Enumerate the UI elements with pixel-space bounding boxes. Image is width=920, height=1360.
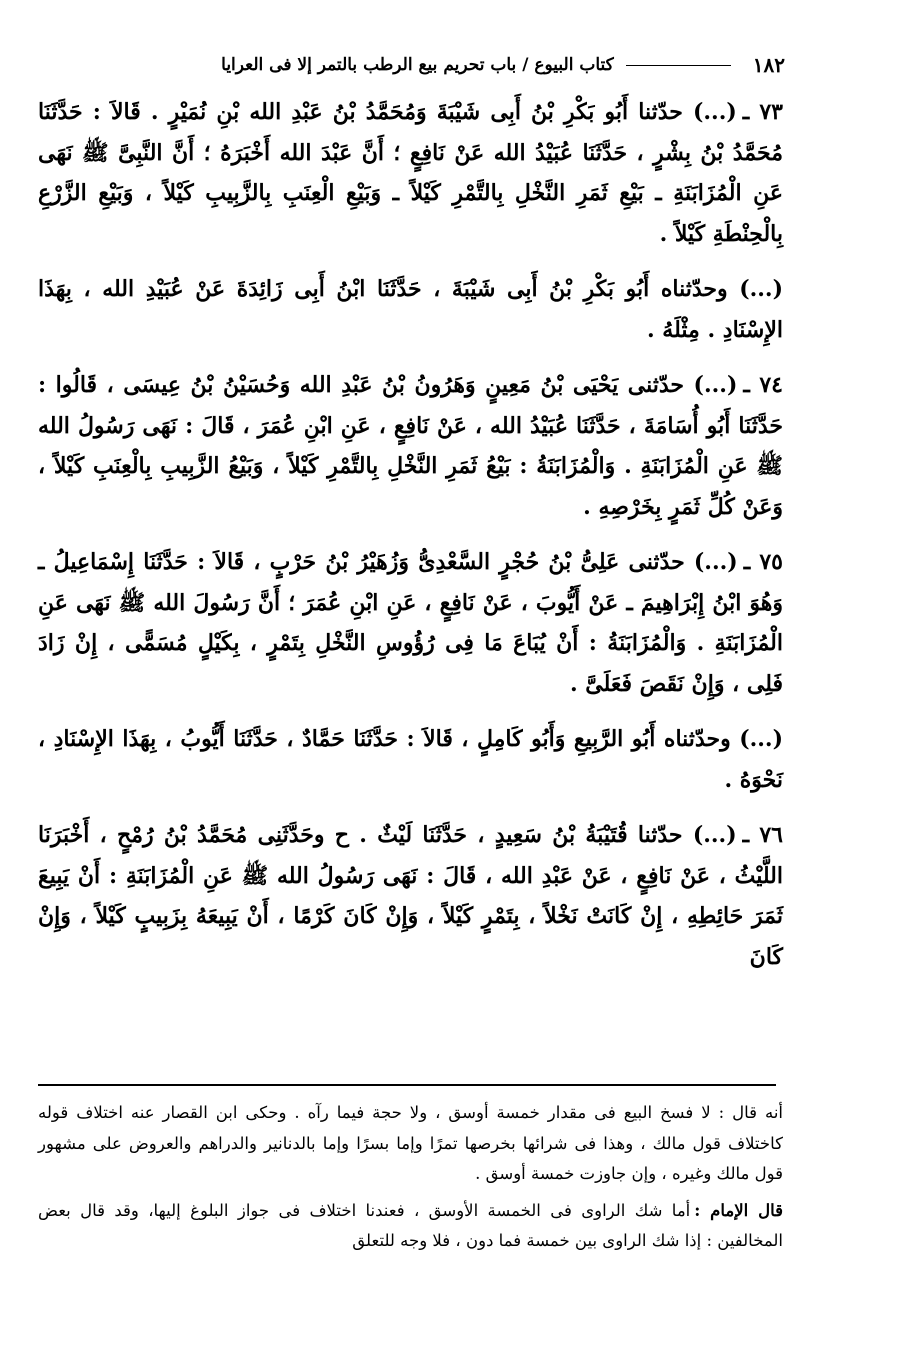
hadith-body: (...) وحدّثناه أَبُو بَكْرِ بْنُ أَبِى شَيْبَةَ ، حَدَّثَنَا ابْنُ أَبِى زَائِدَةَ عَنْ عُبَيْدِ الله ، بِهَذَا الإِسْنَادِ . مِثْلَهُ . xyxy=(38,276,783,343)
hadith-text xyxy=(38,92,783,992)
footnote-body: أنه قال : لا فسخ البيع فى مقدار خمسة أوسق ، ولا حجة فيما رآه . وحكى ابن القصار عنه اختلاف قوله كاختلاف قول مالك ، وهذا فى شرائها بخرصها تمرًا وإما بسرًا وإما بالدنانير والدراهم والعروض على مشهور قول مالك وغيره ، وإن جاوزت خمسة أوسق . xyxy=(38,1103,783,1183)
footnote-separator xyxy=(38,1084,776,1086)
footnote-lead: قال الإمام : xyxy=(694,1200,783,1220)
hadith-paragraph xyxy=(38,92,783,254)
hadith-number: ٧٥ ـ xyxy=(743,549,783,575)
footnote-paragraph xyxy=(38,1098,783,1190)
hadith-body: (...) حدّثنى يَحْيَى بْنُ مَعِينٍ وَهَرُونُ بْنُ عَبْدِ الله وَحُسَيْنُ بْنُ عِيسَى ، قَالُوا : حَدَّثَنَا أَبُو أُسَامَةَ ، حَدَّثَنَا عُبَيْدُ الله ، عَنْ نَافِعٍ ، عَنِ ابْنِ عُمَرَ ، قَالَ : نَهَى رَسُولُ الله ﷺ عَنِ الْمُزَابَنَةِ . وَالْمُزَابَنَةُ : بَيْعُ ثَمَرِ النَّخْلِ بِالتَّمْرِ كَيْلاً ، وَبَيْعُ الزَّبِيبِ بِالْعِنَبِ كَيْلاً ، وَعَنْ كُلِّ ثَمَرٍ بِخَرْصِهِ . xyxy=(38,372,783,520)
header-rule xyxy=(626,65,731,66)
hadith-body: (...) وحدّثناه أَبُو الرَّبِيعِ وَأَبُو كَامِلٍ ، قَالاَ : حَدَّثَنَا حَمَّادٌ ، حَدَّثَنَا أَيُّوبُ ، بِهَذَا الإِسْنَادِ ، نَحْوَهُ . xyxy=(38,726,783,793)
hadith-paragraph xyxy=(38,365,783,527)
hadith-number: ٧٣ ـ xyxy=(742,99,783,125)
hadith-body: (...) حدّثنا أَبُو بَكْرِ بْنُ أَبِى شَيْبَةَ وَمُحَمَّدُ بْنُ عَبْدِ الله بْنِ نُمَيْرٍ . قَالاَ : حَدَّثَنَا مُحَمَّدُ بْنُ بِشْرٍ ، حَدَّثَنَا عُبَيْدُ الله عَنْ نَافِعٍ ؛ أَنَّ عَبْدَ الله أَخْبَرَهُ ؛ أَنَّ النَّبِىَّ ﷺ نَهَى عَنِ الْمُزَابَنَةِ ـ بَيْعِ ثَمَرِ النَّخْلِ بِالتَّمْرِ كَيْلاً ـ وَبَيْعِ الْعِنَبِ بِالزَّبِيبِ كَيْلاً ، وَبَيْعِ الزَّرْعِ بِالْحِنْطَةِ كَيْلاً . xyxy=(38,99,783,247)
hadith-number: ٧٦ ـ xyxy=(742,822,783,848)
hadith-paragraph xyxy=(38,815,783,977)
hadith-paragraph xyxy=(38,542,783,704)
footnote-paragraph xyxy=(38,1196,783,1257)
footnotes xyxy=(38,1098,783,1263)
hadith-paragraph xyxy=(38,269,783,350)
running-header xyxy=(40,50,785,80)
page-number: ١٨٢ xyxy=(752,53,785,77)
hadith-number: ٧٤ ـ xyxy=(743,372,783,398)
hadith-body: (...) حدّثنا قُتَيْبَةُ بْنُ سَعِيدٍ ، حَدَّثَنَا لَيْثٌ . ح وحَدَّثَنِى مُحَمَّدُ بْنُ رُمْحٍ ، أَخْبَرَنَا اللَّيْثُ ، عَنْ نَافِعٍ ، عَنْ عَبْدِ الله ، قَالَ : نَهَى رَسُولُ الله ﷺ عَنِ الْمُزَابَنَةِ : أَنْ يَبِيعَ ثَمَرَ حَائِطِهِ ، إِنْ كَانَتْ نَخْلاً ، بِتَمْرٍ كَيْلاً ، وَإِنْ كَانَ كَرْمًا ، أَنْ يَبِيعَهُ بِزَبِيبٍ كَيْلاً ، وَإِنْ كَانَ xyxy=(38,822,783,970)
hadith-body: (...) حدّثنى عَلِىُّ بْنُ حُجْرٍ السَّعْدِىُّ وَزُهَيْرُ بْنُ حَرْبٍ ، قَالاَ : حَدَّثَنَا إِسْمَاعِيلُ ـ وَهُوَ ابْنُ إِبْرَاهِيمَ ـ عَنْ أَيُّوبَ ، عَنْ نَافِعٍ ، عَنِ ابْنِ عُمَرَ ؛ أَنَّ رَسُولَ الله ﷺ نَهَى عَنِ الْمُزَابَنَةِ . وَالْمُزَابَنَةُ : أَنْ يُبَاعَ مَا فِى رُؤُوسِ النَّخْلِ بِتَمْرٍ ، بِكَيْلٍ مُسَمًّى ، إِنْ زَادَ فَلِى ، وَإِنْ نَقَصَ فَعَلَىَّ . xyxy=(38,549,783,697)
hadith-paragraph xyxy=(38,719,783,800)
footnote-body: أما شك الراوى فى الخمسة الأوسق ، فعندنا اختلاف فى جواز البلوغ إليها، وقد قال بعض المخالفين : إذا شك الراوى بين خمسة فما دون ، فلا وجه للتعلق xyxy=(38,1200,783,1250)
running-title: كتاب البيوع / باب تحريم بيع الرطب بالتمر إلا فى العرايا xyxy=(221,55,614,75)
